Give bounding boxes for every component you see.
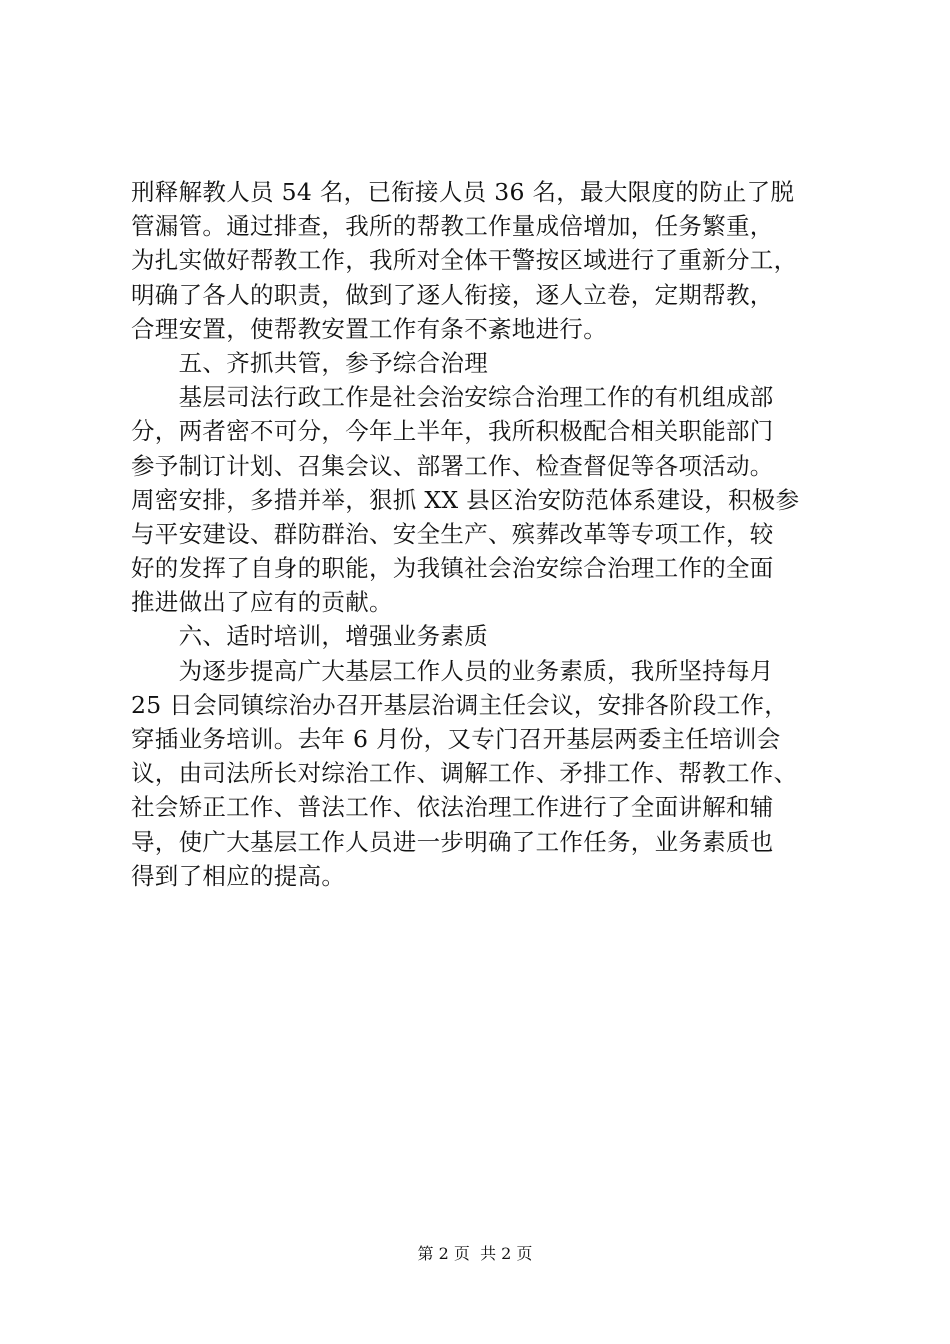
text-line: 穿插业务培训。去年 6 月份，又专门召开基层两委主任培训会: [131, 725, 781, 753]
text-line: 分，两者密不可分，今年上半年，我所积极配合相关职能部门: [131, 417, 774, 446]
text-line: 明确了各人的职责，做到了逐人衔接，逐人立卷，定期帮教，: [131, 280, 774, 309]
text-line: 为扎实做好帮教工作，我所对全体干警按区域进行了重新分工，: [131, 246, 798, 275]
text-line: 25 日会同镇综治办召开基层治调主任会议，安排各阶段工作，: [131, 690, 789, 719]
text-line: 议，由司法所长对综治工作、调解工作、矛排工作、帮教工作、: [131, 759, 798, 788]
text-line: 为逐步提高广大基层工作人员的业务素质，我所坚持每月: [131, 656, 774, 685]
text-line: 社会矫正工作、普法工作、依法治理工作进行了全面讲解和辅: [131, 793, 774, 822]
text-line: 周密安排，多措并举，狠抓 XX 县区治安防范体系建设，积极参: [131, 485, 800, 514]
body-text: [131, 175, 851, 893]
section-heading-6: 六、适时培训，增强业务素质: [131, 622, 488, 651]
text-line: 管漏管。通过排查，我所的帮教工作量成倍增加，任务繁重，: [131, 212, 774, 241]
section-heading-5: 五、齐抓共管，参予综合治理: [131, 348, 488, 377]
text-line: 导，使广大基层工作人员进一步明确了工作任务，业务素质也: [131, 827, 774, 856]
text-line: 得到了相应的提高。: [131, 861, 346, 890]
page-footer: 第 2 页 共 2 页: [417, 1244, 533, 1263]
text-line: 参予制订计划、召集会议、部署工作、检查督促等各项活动。: [131, 451, 774, 480]
text-line: 合理安置，使帮教安置工作有条不紊地进行。: [131, 314, 607, 343]
text-line: 好的发挥了自身的职能，为我镇社会治安综合治理工作的全面: [131, 554, 774, 583]
text-line: 基层司法行政工作是社会治安综合治理工作的有机组成部: [131, 383, 774, 412]
text-line: 推进做出了应有的贡献。: [131, 588, 393, 617]
text-line: 刑释解教人员 54 名，已衔接人员 36 名，最大限度的防止了脱: [131, 178, 795, 206]
text-line: 与平安建设、群防群治、安全生产、殡葬改革等专项工作，较: [131, 519, 774, 548]
